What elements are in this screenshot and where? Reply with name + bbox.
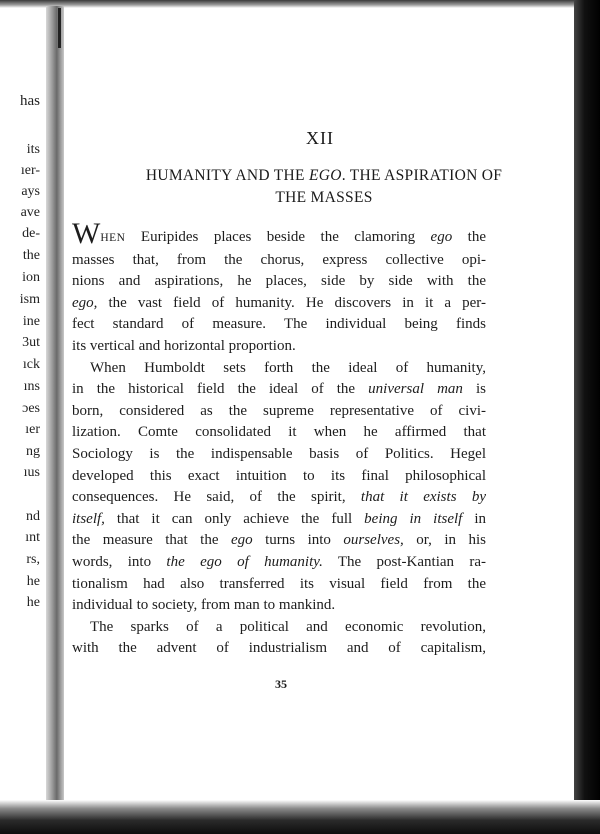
text-line: masses that, from the chorus, express collective opi- [72,251,486,268]
margin-fragment: he [26,595,40,610]
text-run: the measure that the [72,532,231,549]
italic-run: itself, [72,510,105,527]
chapter-title-line2: THE MASSES [275,189,373,206]
chapter-title-part: . THE ASPIRATION OF [341,167,503,184]
scan-bottom-edge [0,800,600,834]
text-run: Euripides places beside the clamoring [125,229,431,245]
text-run: in the historical field the ideal of the [72,381,369,398]
margin-fragment: ɔes [22,401,40,416]
text-line [72,217,486,250]
text-line: tionalism had also transferred its visual field from the [72,575,486,592]
text-line [72,509,486,531]
text-line: born, considered as the supreme representative of civi- [72,402,486,419]
margin-fragment: has [20,93,40,109]
margin-fragment: ınt [25,530,40,545]
margin-fragment: ays [21,184,40,199]
italic-run: that it exists by [360,489,486,506]
gutter-shadow [58,8,61,48]
facing-page-margin [0,0,46,800]
text-line: The sparks of a political and economic revolution, [90,618,486,635]
italic-run: the ego of humanity. [166,553,323,570]
text-line [72,530,486,552]
text-line [72,552,486,574]
italic-run: ourselves, [343,532,404,549]
text-line: Sociology is the indispensable basis of Politics. Hegel [72,445,486,462]
italic-run: universal man [368,381,463,398]
body-text [72,217,487,660]
chapter-title-italic: EGO [308,167,342,184]
margin-fragment: ıus [23,465,40,480]
margin-fragment: 3ut [22,335,40,350]
italic-run: ego [230,532,253,549]
text-line: fect standard of measure. The individual being finds [72,316,486,333]
chapter-number: XII [306,128,334,148]
text-line: developed this exact intuition to its final philosophical [72,467,486,484]
margin-fragment: ıck [22,357,40,372]
text-run: is [462,381,486,398]
italic-run: ego [430,229,453,245]
text-line: its vertical and horizontal proportion. [72,337,296,354]
book-gutter [46,6,64,806]
margin-fragment: ine [22,314,40,329]
margin-fragment: the [22,248,40,263]
page-number: 35 [275,677,287,691]
margin-fragment: rs, [26,552,40,567]
book-page [66,0,574,800]
text-run: the [452,229,486,245]
margin-fragment: ism [19,292,40,307]
margin-fragment: ıns [23,379,40,394]
scan-right-edge [574,0,600,834]
margin-fragment: ng [26,444,40,459]
margin-fragment: ıer [25,422,40,437]
text-run: or, in his [403,532,486,549]
margin-fragment: ave [20,205,40,220]
text-run: consequences. He said, of the spirit, [72,489,361,506]
text-line: individual to society, from man to mankind. [72,597,336,614]
text-line [72,293,486,315]
drop-cap: W [72,217,101,250]
text-run: turns into [252,532,344,549]
text-line: lization. Comte consolidated it when he affirmed that [72,424,486,441]
text-line: When Humboldt sets forth the ideal of humanity, [90,359,486,376]
italic-run: ego, [72,294,98,311]
margin-fragment: he [26,574,40,589]
chapter-title-part: HUMANITY AND THE [145,167,309,184]
text-line [72,379,486,401]
text-run: words, into [72,553,167,570]
small-caps: HEN [100,232,126,244]
text-line: with the advent of industrialism and of capitalism, [72,640,486,657]
margin-fragment: its [26,142,40,157]
chapter-title [74,165,574,209]
margin-fragment: ion [22,270,40,285]
text-run: in [462,510,486,527]
italic-run: being in itself [364,510,463,527]
margin-fragment: nd [26,509,40,524]
margin-fragment: ıer- [20,163,40,178]
text-run: the vast field of humanity. He discovers in it a per- [97,294,486,311]
text-run: The post-Kantian ra- [322,553,487,570]
text-line [72,487,486,509]
text-run: that it can only achieve the full [104,510,365,527]
text-line: nions and aspirations, he places, side by side with the [72,273,486,290]
margin-fragment: de- [22,226,40,241]
